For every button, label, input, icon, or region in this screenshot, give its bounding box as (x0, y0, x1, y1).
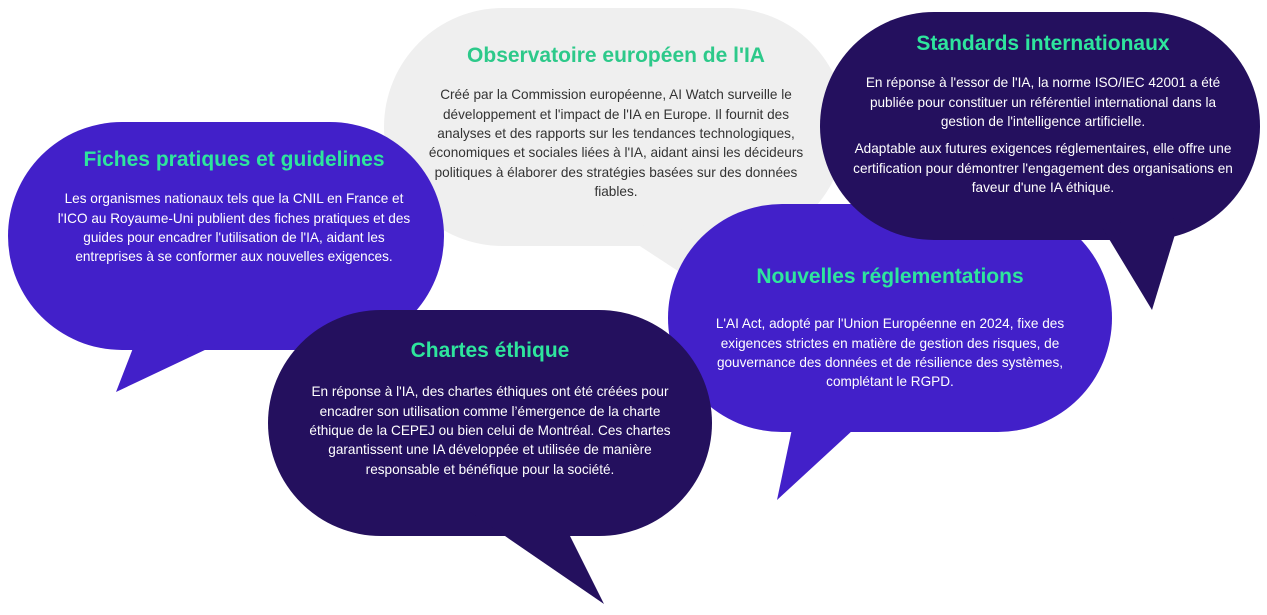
bubble-observatoire-text: Créé par la Commission européenne, AI Watch surveille le développement et l'impact de l'IA en Europe. Il fournit des analyses et des rapports sur les tendances technologiques, économiques et sociales liées à l'IA, aidant ainsi les décideurs politiques à élaborer des stratégies basées sur des données fiables. (428, 87, 804, 200)
bubble-observatoire (428, 43, 804, 202)
bubble-standards (852, 31, 1234, 198)
bubble-observatoire-title: Observatoire européen de l'IA (467, 44, 765, 67)
bubble-reglementations-text: L'AI Act, adopté par l'Union Européenne en 2024, fixe des exigences strictes en matière de gestion des risques, de gouvernance des données et de résilience des systèmes, complétant le RGPD. (715, 316, 1065, 390)
bubble-chartes (300, 338, 680, 479)
bubble-reglementations (712, 264, 1068, 392)
bubble-fiches (50, 147, 418, 267)
bubble-chartes-title: Chartes éthique (410, 339, 570, 362)
bubble-reglementations-title: Nouvelles réglementations (756, 265, 1024, 288)
bubble-chartes-text: En réponse à l'IA, des chartes éthiques ont été créées pour encadrer son utilisation comme l’émergence de la charte éthique de la CEPEJ ou bien celui de Montréal. Ces chartes garantissent une IA développée et utilisée de manière responsable et bénéfique pour la société. (309, 384, 671, 477)
bubble-fiches-text: Les organismes nationaux tels que la CNIL en France et l'ICO au Royaume-Uni publient des fiches pratiques et des guides pour encadrer l'utilisation de l'IA, aidant les entreprises à se conformer aux nouvelles exigences. (57, 191, 411, 265)
bubble-standards-title: Standards internationaux (916, 32, 1170, 55)
bubble-fiches-title: Fiches pratiques et guidelines (83, 148, 385, 171)
bubble-standards-text-2: Adaptable aux futures exigences réglementaires, elle offre une certification pour démontrer l'engagement des organisations en faveur d'une IA éthique. (853, 141, 1233, 196)
bubble-standards-text-1: En réponse à l'essor de l'IA, la norme ISO/IEC 42001 a été publiée pour constituer un référentiel international dans la gestion de l'intelligence artificielle. (865, 75, 1221, 130)
